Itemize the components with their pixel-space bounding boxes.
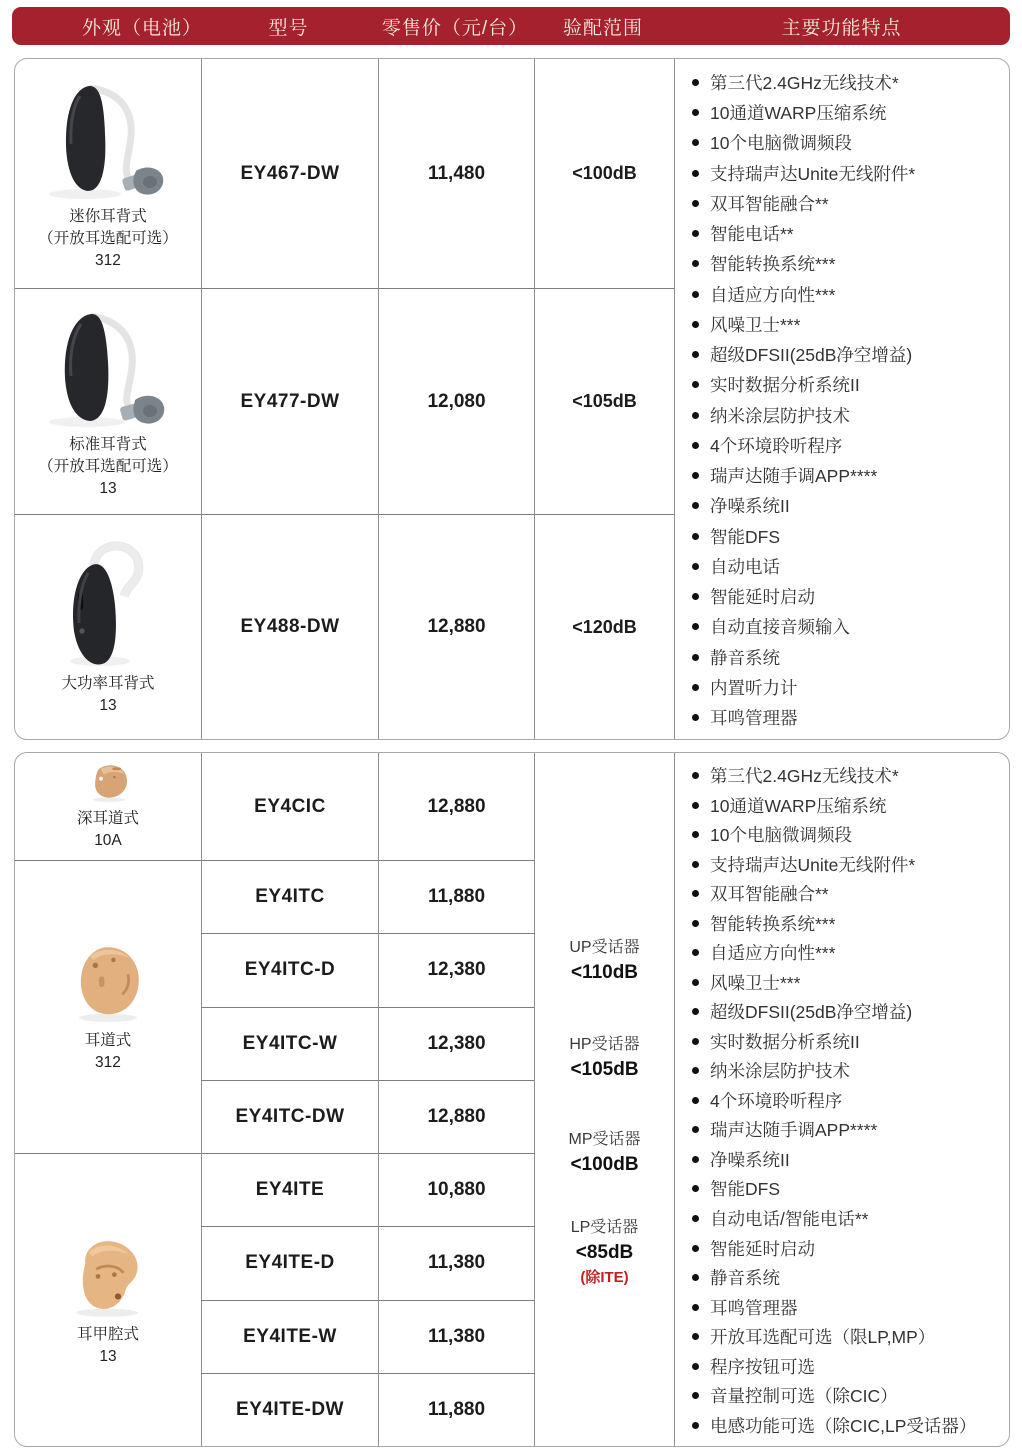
bullet-icon	[692, 1038, 699, 1045]
bullet-icon	[692, 802, 699, 809]
feature-item: 智能DFS	[692, 1174, 1005, 1204]
model-value: EY4ITE-W	[201, 1300, 378, 1373]
range-group-hp: HP受话器 <105dB	[569, 1036, 640, 1081]
model-value: EY4ITE-D	[201, 1226, 378, 1299]
bullet-icon	[692, 139, 699, 146]
appearance-caption: 深耳道式 10A	[76, 810, 139, 849]
ite-image	[58, 1232, 158, 1320]
feature-item: 自适应方向性***	[692, 938, 1005, 968]
bullet-icon	[692, 1126, 699, 1133]
model-value: EY4ITE	[201, 1153, 378, 1226]
bullet-icon	[692, 861, 699, 868]
feature-item: 支持瑞声达Unite无线附件*	[692, 158, 1005, 188]
feature-item: 4个环境聆听程序	[692, 430, 1005, 460]
range-group-up: UP受话器 <110dB	[569, 939, 640, 984]
bullet-icon	[692, 1363, 699, 1370]
price-value: 12,880	[378, 753, 534, 860]
price-value: 12,380	[378, 933, 534, 1006]
feature-item: 超级DFSII(25dB净空增益)	[692, 997, 1005, 1027]
model-value: EY467-DW	[201, 59, 378, 288]
header-col-model: 型号	[268, 17, 309, 39]
bullet-icon	[692, 890, 699, 897]
feature-item: 净噪系统II	[692, 491, 1005, 521]
price-value: 11,480	[378, 59, 534, 288]
bullet-icon	[692, 593, 699, 600]
bullet-icon	[692, 1156, 699, 1163]
model-value: EY4ITC-DW	[201, 1080, 378, 1153]
bullet-icon	[692, 949, 699, 956]
feature-item: 智能延时启动	[692, 582, 1005, 612]
bullet-icon	[692, 714, 699, 721]
ite-table	[14, 752, 1010, 1447]
feature-item: 智能转换系统***	[692, 249, 1005, 279]
bullet-icon	[692, 1422, 699, 1429]
bullet-icon	[692, 1245, 699, 1252]
bullet-icon	[692, 533, 699, 540]
standard-bte-image	[33, 304, 183, 430]
appearance-cell-power-bte	[15, 514, 201, 739]
bullet-icon	[692, 623, 699, 630]
range-value: <105dB	[534, 288, 674, 514]
bullet-icon	[692, 1008, 699, 1015]
feature-item: 内置听力计	[692, 672, 1005, 702]
model-value: EY4ITC	[201, 860, 378, 933]
feature-item: 程序按钮可选	[692, 1351, 1005, 1381]
feature-item: 第三代2.4GHz无线技术*	[692, 67, 1005, 97]
features-cell	[674, 753, 1009, 1446]
price-value: 11,880	[378, 1373, 534, 1446]
bte-table	[14, 58, 1010, 740]
bullet-icon	[692, 260, 699, 267]
feature-item: 支持瑞声达Unite无线附件*	[692, 850, 1005, 880]
bullet-icon	[692, 1274, 699, 1281]
feature-item: 纳米涂层防护技术	[692, 400, 1005, 430]
feature-item: 10通道WARP压缩系统	[692, 98, 1005, 128]
model-value: EY488-DW	[201, 514, 378, 739]
feature-item: 耳鸣管理器	[692, 703, 1005, 733]
bullet-icon	[692, 831, 699, 838]
bullet-icon	[692, 200, 699, 207]
bullet-icon	[692, 1097, 699, 1104]
table-header-bar	[12, 7, 1010, 45]
feature-item: 纳米涂层防护技术	[692, 1056, 1005, 1086]
feature-item: 第三代2.4GHz无线技术*	[692, 761, 1005, 791]
range-value: <100dB	[534, 59, 674, 288]
model-value: EY4ITE-DW	[201, 1373, 378, 1446]
feature-item: 净噪系统II	[692, 1145, 1005, 1175]
itc-image	[62, 940, 154, 1026]
appearance-caption: 标准耳背式 （开放耳选配可选） 13	[38, 435, 178, 497]
feature-item: 自动电话	[692, 551, 1005, 581]
appearance-cell-itc	[15, 860, 201, 1153]
bullet-icon	[692, 979, 699, 986]
feature-item: 超级DFSII(25dB净空增益)	[692, 340, 1005, 370]
cic-image	[71, 761, 145, 804]
bullet-icon	[692, 230, 699, 237]
feature-item: 耳鸣管理器	[692, 1292, 1005, 1322]
appearance-caption: 耳甲腔式 13	[76, 1326, 139, 1365]
feature-item: 自动电话/智能电话**	[692, 1204, 1005, 1234]
range-value: <120dB	[534, 514, 674, 739]
feature-item: 开放耳选配可选（限LP,MP）	[692, 1322, 1005, 1352]
bullet-icon	[692, 291, 699, 298]
appearance-caption: 迷你耳背式 （开放耳选配可选） 312	[38, 207, 178, 269]
bullet-icon	[692, 351, 699, 358]
feature-item: 10通道WARP压缩系统	[692, 791, 1005, 821]
feature-item: 静音系统	[692, 642, 1005, 672]
feature-item: 智能DFS	[692, 521, 1005, 551]
range-group-mp: MP受话器 <100dB	[568, 1131, 641, 1176]
feature-item: 双耳智能融合**	[692, 879, 1005, 909]
feature-item: 10个电脑微调频段	[692, 820, 1005, 850]
range-note: (除ITE)	[580, 1268, 629, 1286]
price-value: 11,380	[378, 1226, 534, 1299]
feature-item: 智能延时启动	[692, 1233, 1005, 1263]
header-col-range: 验配范围	[562, 17, 643, 39]
bullet-icon	[692, 109, 699, 116]
header-col-features: 主要功能特点	[781, 17, 902, 39]
bullet-icon	[692, 79, 699, 86]
features-list	[675, 753, 1009, 1446]
feature-item: 智能电话**	[692, 219, 1005, 249]
appearance-cell-ite	[15, 1153, 201, 1446]
model-value: EY4ITC-W	[201, 1007, 378, 1080]
feature-item: 自动直接音频输入	[692, 612, 1005, 642]
model-value: EY4ITC-D	[201, 933, 378, 1006]
range-group-lp: LP受话器 <85dB (除ITE)	[535, 1216, 674, 1288]
bullet-icon	[692, 412, 699, 419]
bullet-icon	[692, 563, 699, 570]
feature-item: 风噪卫士***	[692, 309, 1005, 339]
appearance-cell-mini-bte	[15, 59, 201, 288]
feature-item: 实时数据分析系统II	[692, 1027, 1005, 1057]
feature-item: 瑞声达随手调APP****	[692, 461, 1005, 491]
bullet-icon	[692, 772, 699, 779]
feature-item: 音量控制可选（除CIC）	[692, 1381, 1005, 1411]
bullet-icon	[692, 1185, 699, 1192]
bullet-icon	[692, 170, 699, 177]
model-value: EY477-DW	[201, 288, 378, 514]
bullet-icon	[692, 442, 699, 449]
header-col-price: 零售价（元/台）	[381, 17, 529, 39]
price-value: 11,880	[378, 860, 534, 933]
feature-item: 双耳智能融合**	[692, 188, 1005, 218]
feature-item: 静音系统	[692, 1263, 1005, 1293]
feature-item: 实时数据分析系统II	[692, 370, 1005, 400]
bullet-icon	[692, 321, 699, 328]
model-value: EY4CIC	[201, 753, 378, 860]
feature-item: 风噪卫士***	[692, 968, 1005, 998]
bullet-icon	[692, 654, 699, 661]
price-value: 10,880	[378, 1153, 534, 1226]
appearance-cell-cic	[15, 753, 201, 860]
bullet-icon	[692, 381, 699, 388]
price-value: 12,880	[378, 1080, 534, 1153]
bullet-icon	[692, 1067, 699, 1074]
bullet-icon	[692, 1392, 699, 1399]
header-col-appearance: 外观（电池）	[81, 17, 202, 39]
bullet-icon	[692, 920, 699, 927]
fitting-range-cell	[534, 753, 674, 1446]
bullet-icon	[692, 472, 699, 479]
bullet-icon	[692, 1333, 699, 1340]
price-value: 12,380	[378, 1007, 534, 1080]
feature-item: 电感功能可选（除CIC,LP受话器）	[692, 1410, 1005, 1440]
features-list	[675, 59, 1009, 739]
price-value: 12,880	[378, 514, 534, 739]
bullet-icon	[692, 502, 699, 509]
feature-item: 自适应方向性***	[692, 279, 1005, 309]
feature-item: 智能转换系统***	[692, 909, 1005, 939]
bullet-icon	[692, 1304, 699, 1311]
feature-item: 瑞声达随手调APP****	[692, 1115, 1005, 1145]
power-bte-image	[38, 537, 178, 669]
feature-item: 4个环境聆听程序	[692, 1086, 1005, 1116]
price-value: 12,080	[378, 288, 534, 514]
feature-item: 10个电脑微调频段	[692, 128, 1005, 158]
mini-bte-image	[33, 76, 183, 202]
bullet-icon	[692, 684, 699, 691]
appearance-caption: 耳道式 312	[84, 1032, 132, 1071]
price-value: 11,380	[378, 1300, 534, 1373]
features-cell	[674, 59, 1009, 739]
appearance-cell-standard-bte	[15, 288, 201, 514]
bullet-icon	[692, 1215, 699, 1222]
appearance-caption: 大功率耳背式 13	[61, 675, 155, 714]
